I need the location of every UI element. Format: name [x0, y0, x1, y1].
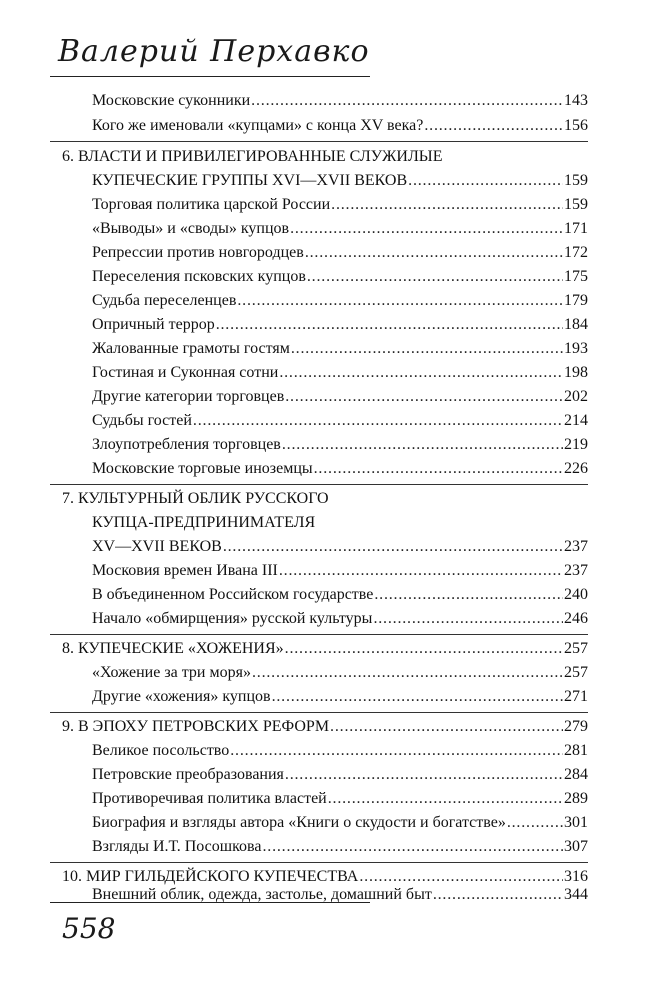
- leader-dots: [251, 90, 563, 112]
- toc-entry-title: Другие категории торговцев: [92, 388, 285, 405]
- toc-entry-title: Московские торговые иноземцы: [92, 460, 313, 477]
- toc-entry-title: Кого же именовали «купцами» с конца XV века?: [92, 117, 424, 134]
- leader-dots: [291, 338, 563, 360]
- leader-dots: [424, 115, 563, 137]
- chapter-heading: [62, 146, 588, 168]
- chapter-heading: [62, 638, 588, 660]
- toc-entry-title: Судьба переселенцев: [92, 292, 237, 309]
- chapter-separator: [50, 862, 588, 863]
- chapter-heading: [62, 866, 588, 888]
- chapter-separator: [50, 484, 588, 485]
- toc-entry-page: 175: [564, 268, 588, 285]
- toc-entry-title: Опричный террор: [92, 316, 215, 333]
- leader-dots: [331, 194, 563, 216]
- chapter-title-line: КУПЕЧЕСКИЕ ГРУППЫ XVI—XVII ВЕКОВ: [92, 172, 408, 189]
- toc-entry-page: 284: [564, 766, 588, 783]
- toc-entry: [92, 560, 588, 582]
- toc-entry: [92, 266, 588, 288]
- leader-dots: [193, 410, 563, 432]
- toc-entry-page: 156: [564, 117, 588, 134]
- toc-entry: [92, 584, 588, 606]
- chapter-page: 316: [564, 868, 588, 885]
- toc-entry-title: Начало «обмирщения» русской культуры: [92, 610, 373, 627]
- leader-dots: [328, 788, 563, 810]
- leader-dots: [314, 458, 563, 480]
- leader-dots: [374, 584, 563, 606]
- leader-dots: [330, 716, 563, 738]
- leader-dots: [252, 662, 563, 684]
- chapter-title-line: XV—XVII ВЕКОВ: [92, 538, 222, 555]
- toc-entry-page: 202: [564, 388, 588, 405]
- leader-dots: [282, 434, 563, 456]
- leader-dots: [216, 314, 563, 336]
- footer-rule: [50, 902, 370, 903]
- toc-entry-page: 198: [564, 364, 588, 381]
- leader-dots: [373, 608, 563, 630]
- toc-entry: [92, 362, 588, 384]
- chapter-page: 237: [564, 538, 588, 555]
- toc-entry-title: Жалованные грамоты гостям: [92, 340, 290, 357]
- chapter-heading-continued: [92, 536, 588, 558]
- chapter-separator: [50, 712, 588, 713]
- toc-entry: [92, 90, 588, 112]
- toc-entry-title: Торговая политика царской России: [92, 196, 331, 213]
- toc-entry-title: Взгляды И.Т. Посошкова: [92, 838, 262, 855]
- leader-dots: [305, 242, 563, 264]
- toc-entry-title: Злоупотребления торговцев: [92, 436, 281, 453]
- toc-entry-page: 159: [564, 196, 588, 213]
- toc-entry-title: Репрессии против новгородцев: [92, 244, 304, 261]
- toc-entry-page: 184: [564, 316, 588, 333]
- toc-entry: [92, 194, 588, 216]
- toc-entry-title: Московия времен Ивана III: [92, 562, 278, 579]
- toc-entry-page: 271: [564, 688, 588, 705]
- chapter-title-line: КУПЦА-ПРЕДПРИНИМАТЕЛЯ: [92, 514, 316, 531]
- running-header-author: Валерий Перхавко: [58, 34, 370, 69]
- toc-entry-page: 307: [564, 838, 588, 855]
- leader-dots: [279, 362, 563, 384]
- toc-entry-title: Петровские преобразования: [92, 766, 284, 783]
- toc-entry-page: 281: [564, 742, 588, 759]
- toc-entry: [92, 314, 588, 336]
- toc-entry: [92, 764, 588, 786]
- leader-dots: [223, 536, 563, 558]
- leader-dots: [307, 266, 563, 288]
- chapter-title-line: 8. КУПЕЧЕСКИЕ «ХОЖЕНИЯ»: [62, 640, 284, 657]
- chapter-title-line: 9. В ЭПОХУ ПЕТРОВСКИХ РЕФОРМ: [62, 718, 330, 735]
- toc-entry: [92, 788, 588, 810]
- toc-entry: [92, 115, 588, 137]
- toc-entry-page: 240: [564, 586, 588, 603]
- leader-dots: [272, 686, 563, 708]
- toc-entry-page: 214: [564, 412, 588, 429]
- toc-entry-page: 193: [564, 340, 588, 357]
- toc-entry-page: 143: [564, 92, 588, 109]
- toc-entry-page: 171: [564, 220, 588, 237]
- toc-entry: [92, 608, 588, 630]
- chapter-separator: [50, 634, 588, 635]
- leader-dots: [279, 560, 563, 582]
- chapter-title-line: 10. МИР ГИЛЬДЕЙСКОГО КУПЕЧЕСТВА: [62, 868, 359, 885]
- header-rule: [50, 76, 370, 77]
- toc-entry-page: 246: [564, 610, 588, 627]
- leader-dots: [359, 866, 563, 888]
- toc-entry-page: 257: [564, 664, 588, 681]
- chapter-heading: [62, 716, 588, 738]
- toc-entry: [92, 242, 588, 264]
- toc-entry: [92, 410, 588, 432]
- toc-entry-page: 237: [564, 562, 588, 579]
- chapter-heading-continued: [92, 170, 588, 192]
- leader-dots: [507, 812, 563, 834]
- toc-entry-title: Другие «хожения» купцов: [92, 688, 271, 705]
- leader-dots: [285, 764, 563, 786]
- leader-dots: [408, 170, 563, 192]
- toc-entry: [92, 836, 588, 858]
- chapter-page: 159: [564, 172, 588, 189]
- toc-entry: [92, 386, 588, 408]
- toc-entry: [92, 740, 588, 762]
- chapter-page: 257: [564, 640, 588, 657]
- toc-entry-title: В объединенном Российском государстве: [92, 586, 374, 603]
- chapter-page: 279: [564, 718, 588, 735]
- leader-dots: [230, 740, 563, 762]
- toc-entry: [92, 218, 588, 240]
- toc-entry-page: 301: [564, 814, 588, 831]
- toc-entry-page: 172: [564, 244, 588, 261]
- toc-entry-title: «Хожение за три моря»: [92, 664, 251, 681]
- toc-entry: [92, 338, 588, 360]
- page-number: 558: [62, 912, 116, 945]
- toc-entry-page: 344: [564, 886, 588, 903]
- toc-entry-title: Внешний облик, одежда, застолье, домашний быт: [92, 886, 432, 903]
- toc-entry-title: Судьбы гостей: [92, 412, 192, 429]
- toc-entry-page: 289: [564, 790, 588, 807]
- chapter-title-line: 7. КУЛЬТУРНЫЙ ОБЛИК РУССКОГО: [62, 490, 329, 507]
- toc-entry-title: Противоречивая политика властей: [92, 790, 327, 807]
- leader-dots: [237, 290, 563, 312]
- leader-dots: [290, 218, 563, 240]
- toc-entry: [92, 812, 588, 834]
- toc-entry: [92, 686, 588, 708]
- toc-entry: [92, 458, 588, 480]
- leader-dots: [433, 888, 563, 902]
- leader-dots: [262, 836, 563, 858]
- chapter-title-line: 6. ВЛАСТИ И ПРИВИЛЕГИРОВАННЫЕ СЛУЖИЛЫЕ: [62, 148, 443, 165]
- toc-entry: [92, 290, 588, 312]
- toc-entry: [92, 434, 588, 456]
- chapter-heading-continued: [92, 512, 588, 534]
- leader-dots: [285, 386, 563, 408]
- chapter-separator: [50, 141, 588, 142]
- toc-entry-page: 219: [564, 436, 588, 453]
- toc-entry-page: 226: [564, 460, 588, 477]
- toc-entry-title: Московские суконники: [92, 92, 251, 109]
- leader-dots: [285, 638, 563, 660]
- chapter-heading: [62, 488, 588, 510]
- toc-entry-title: Великое посольство: [92, 742, 230, 759]
- toc-entry: [92, 888, 588, 902]
- toc-entry-title: Переселения псковских купцов: [92, 268, 306, 285]
- toc-entry-title: Биография и взгляды автора «Книги о скудости и богатстве»: [92, 814, 506, 831]
- toc-entry-page: 179: [564, 292, 588, 309]
- toc-entry: [92, 662, 588, 684]
- toc-entry-title: «Выводы» и «своды» купцов: [92, 220, 290, 237]
- toc-entry-title: Гостиная и Суконная сотни: [92, 364, 279, 381]
